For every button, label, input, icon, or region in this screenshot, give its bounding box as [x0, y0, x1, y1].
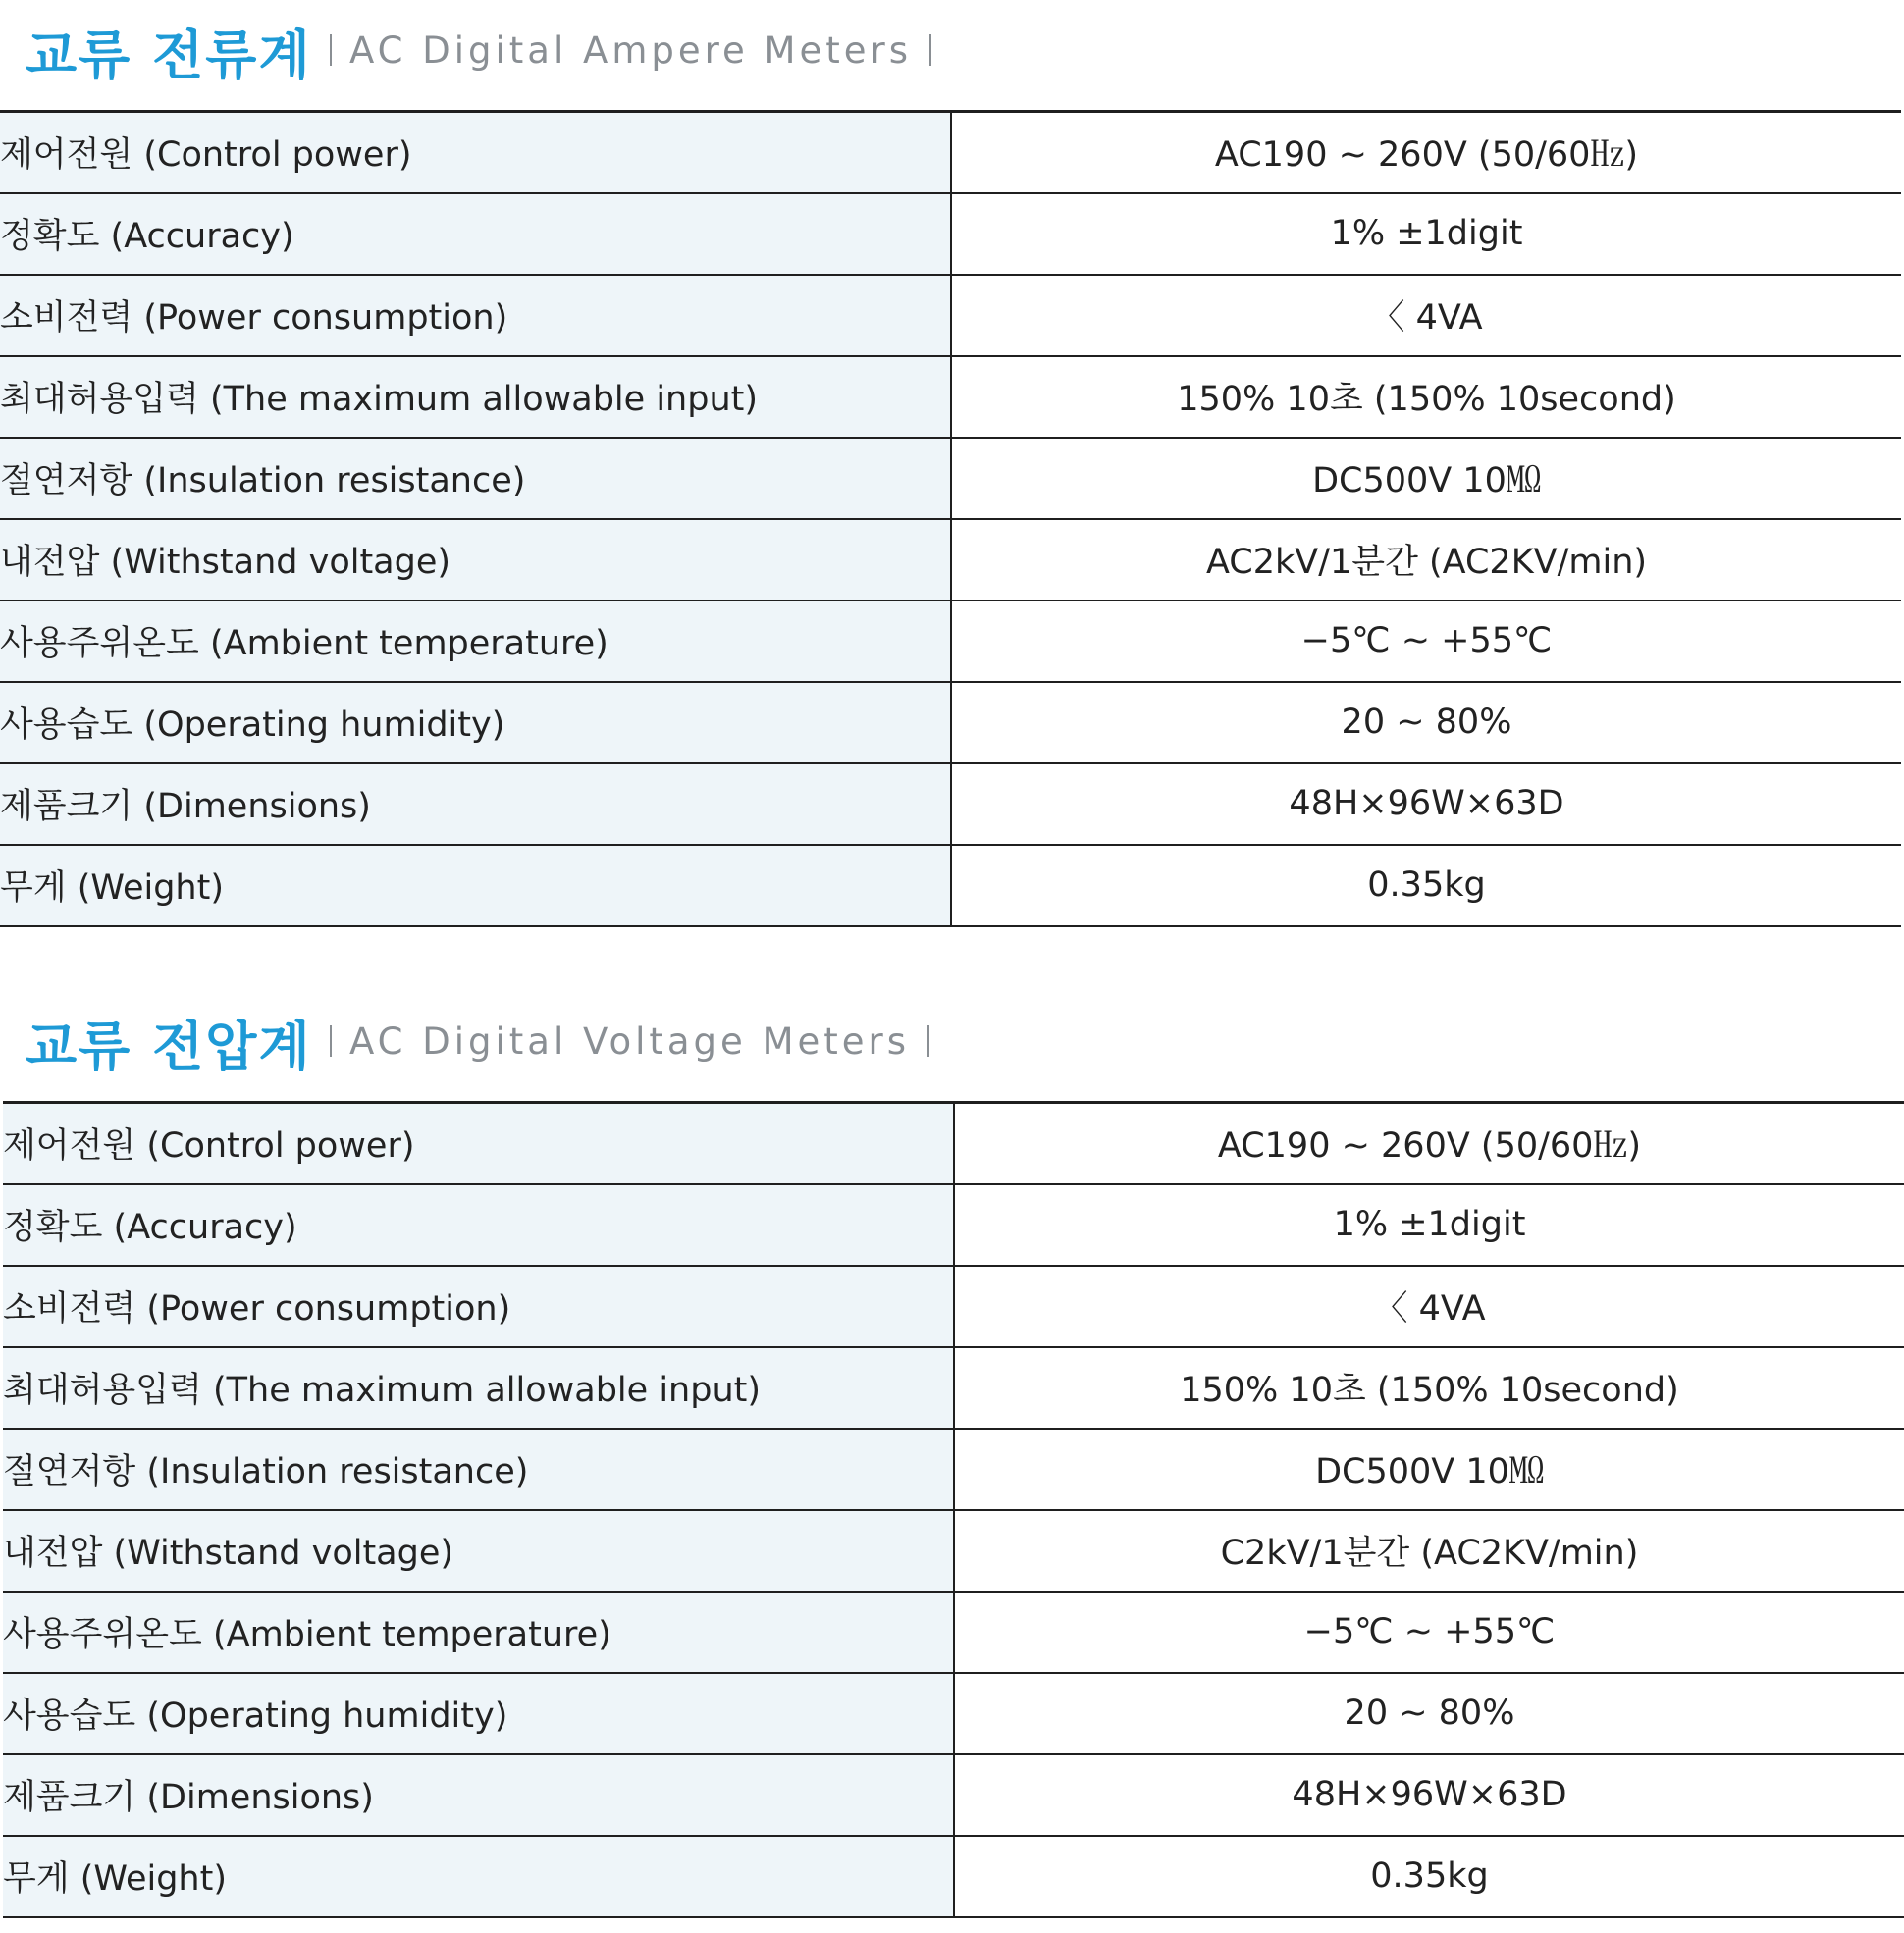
table-row — [3, 1836, 1904, 1917]
table-row — [0, 275, 1901, 356]
spec-value: 0.35kg — [951, 845, 1901, 926]
spec-value: 150% 10초 (150% 10second) — [954, 1347, 1904, 1429]
table-row — [3, 1103, 1904, 1184]
spec-label: 소비전력 (Power consumption) — [3, 1266, 954, 1347]
table-row — [0, 193, 1901, 275]
table-row — [0, 519, 1901, 601]
spec-label: 제품크기 (Dimensions) — [0, 763, 951, 845]
spec-label: 제어전원 (Control power) — [3, 1103, 954, 1184]
divider-bar — [330, 34, 332, 66]
spec-label: 사용습도 (Operating humidity) — [3, 1673, 954, 1754]
spec-label: 소비전력 (Power consumption) — [0, 275, 951, 356]
table-row — [0, 763, 1901, 845]
spec-label: 절연저항 (Insulation resistance) — [3, 1429, 954, 1510]
table-row — [0, 356, 1901, 438]
spec-value: DC500V 10㏁ — [954, 1429, 1904, 1510]
spec-value: C2kV/1분간 (AC2KV/min) — [954, 1510, 1904, 1592]
table-row — [3, 1592, 1904, 1673]
table-row — [0, 682, 1901, 763]
section-heading — [0, 991, 1904, 1101]
table-row — [0, 112, 1901, 193]
spec-label: 사용습도 (Operating humidity) — [0, 682, 951, 763]
spec-label: 무게 (Weight) — [0, 845, 951, 926]
table-row — [3, 1510, 1904, 1592]
table-row — [0, 438, 1901, 519]
spec-label: 정확도 (Accuracy) — [0, 193, 951, 275]
spec-value: AC190 ~ 260V (50/60㎐) — [951, 112, 1901, 193]
spec-label: 제품크기 (Dimensions) — [3, 1754, 954, 1836]
spec-value: 20 ~ 80% — [951, 682, 1901, 763]
spec-value: AC190 ~ 260V (50/60㎐) — [954, 1103, 1904, 1184]
table-row — [0, 601, 1901, 682]
spec-label: 최대허용입력 (The maximum allowable input) — [3, 1347, 954, 1429]
spec-label: 제어전원 (Control power) — [0, 112, 951, 193]
spec-value: DC500V 10㏁ — [951, 438, 1901, 519]
table-row — [3, 1673, 1904, 1754]
divider-bar — [929, 34, 931, 66]
spec-label: 사용주위온도 (Ambient temperature) — [3, 1592, 954, 1673]
spec-table — [0, 110, 1901, 927]
table-row — [0, 845, 1901, 926]
spec-value: 〈 4VA — [954, 1266, 1904, 1347]
section-title-korean: 교류 전압계 — [26, 1016, 312, 1077]
spec-label: 내전압 (Withstand voltage) — [0, 519, 951, 601]
spec-label: 정확도 (Accuracy) — [3, 1184, 954, 1266]
spec-label: 사용주위온도 (Ambient temperature) — [0, 601, 951, 682]
spec-value: 〈 4VA — [951, 275, 1901, 356]
spec-value: 0.35kg — [954, 1836, 1904, 1917]
section-title-english: AC Digital Ampere Meters — [349, 29, 912, 72]
table-row — [3, 1347, 1904, 1429]
spec-label: 내전압 (Withstand voltage) — [3, 1510, 954, 1592]
table-row — [3, 1266, 1904, 1347]
spec-label: 절연저항 (Insulation resistance) — [0, 438, 951, 519]
spec-value: 150% 10초 (150% 10second) — [951, 356, 1901, 438]
spec-value: −5℃ ~ +55℃ — [951, 601, 1901, 682]
spec-label: 최대허용입력 (The maximum allowable input) — [0, 356, 951, 438]
section-heading — [0, 0, 1904, 110]
spec-label: 무게 (Weight) — [3, 1836, 954, 1917]
spec-value: 1% ±1digit — [954, 1184, 1904, 1266]
ampere-meter-section — [0, 0, 1904, 927]
spec-value: AC2kV/1분간 (AC2KV/min) — [951, 519, 1901, 601]
voltage-meter-section — [0, 991, 1904, 1918]
section-title-english-wrap — [312, 1020, 947, 1063]
section-title-english-wrap — [312, 29, 949, 72]
spec-value: 1% ±1digit — [951, 193, 1901, 275]
table-row — [3, 1754, 1904, 1836]
spec-value: 20 ~ 80% — [954, 1673, 1904, 1754]
section-title-korean: 교류 전류계 — [26, 25, 312, 86]
spec-value: 48H×96W×63D — [951, 763, 1901, 845]
table-row — [3, 1184, 1904, 1266]
table-row — [3, 1429, 1904, 1510]
divider-bar — [330, 1025, 332, 1057]
section-title-english: AC Digital Voltage Meters — [349, 1020, 911, 1063]
spec-value: −5℃ ~ +55℃ — [954, 1592, 1904, 1673]
spec-table — [3, 1101, 1904, 1918]
divider-bar — [927, 1025, 929, 1057]
spec-value: 48H×96W×63D — [954, 1754, 1904, 1836]
